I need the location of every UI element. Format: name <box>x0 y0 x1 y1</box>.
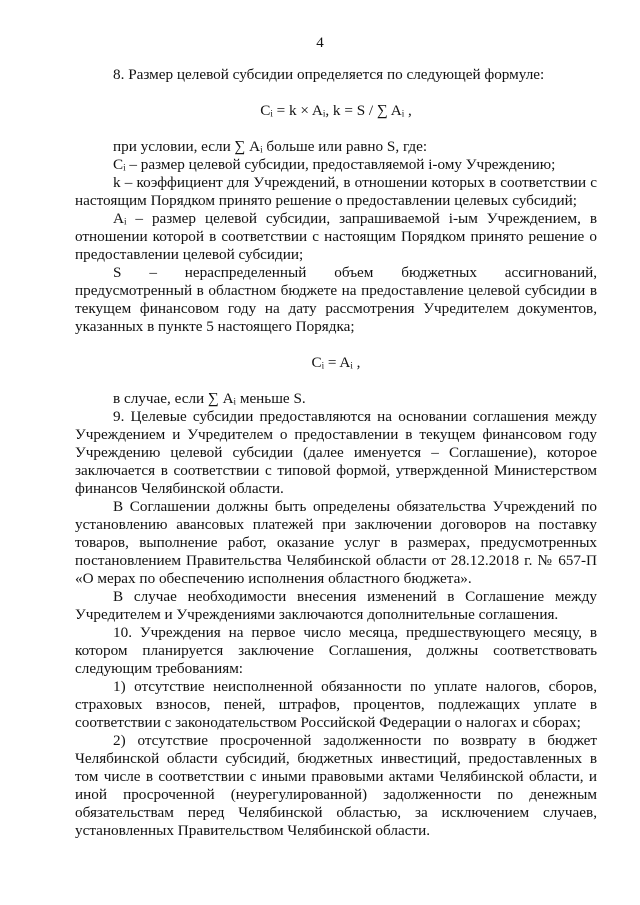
formula-subsidy-proportional: Cᵢ = k × Aᵢ, k = S / ∑ Aᵢ , <box>260 102 412 119</box>
requirement-1: 1) отсутствие неисполненной обязанности по уплате налогов, сборов, страховых взносов, пеней, штрафов, процентов, подлежащих уплате в соответствии с законодательством Российской Федерации о налогах и сборах; <box>75 678 597 731</box>
condition-less-text: в случае, если ∑ Aᵢ меньше S. <box>113 390 306 407</box>
paragraph-9: 9. Целевые субсидии предоставляются на основании соглашения между Учреждением и Учредителем о предоставлении в текущем финансовом году Учреждению целевой субсидии (далее именуется – Соглашение), которое заключается в соответствии с типовой формой, утвержденной Министерством финансов Челябинской области. <box>75 408 597 497</box>
definition-ci: Cᵢ – размер целевой субсидии, предоставляемой i-ому Учреждению; <box>113 156 556 173</box>
paragraph-8: 8. Размер целевой субсидии определяется по следующей формуле: <box>113 66 545 83</box>
document-body <box>75 66 597 840</box>
agreement-obligations: В Соглашении должны быть определены обязательства Учреждений по установлению авансовых платежей при заключении договоров на поставку товаров, выполнение работ, оказание услуг в размерах, предусмотренных постановлением Правительства Челябинской области от 28.12.2018 г. № 657-П «О мерах по обеспечению исполнения областного бюджета». <box>75 498 597 587</box>
page-number: 4 <box>316 35 324 51</box>
definition-s: S – нераспределенный объем бюджетных ассигнований, предусмотренный в областном бюджете на предоставление целевой субсидии в текущем финансовом году на дату рассмотрения Учредителем документов, указанных в пункте 5 настоящего Порядка; <box>75 264 597 335</box>
condition-text: при условии, если ∑ Aᵢ больше или равно S, где: <box>113 138 428 155</box>
definition-k: k – коэффициент для Учреждений, в отношении которых в соответствии с настоящим Порядком принято решение о предоставлении целевых субсидий; <box>75 174 597 209</box>
definition-ai: Aᵢ – размер целевой субсидии, запрашиваемой i-ым Учреждением, в отношении которой в соответствии с настоящим Порядком принято решение о предоставлении целевой субсидии; <box>75 210 597 263</box>
formula-subsidy-full: Cᵢ = Aᵢ , <box>311 354 361 371</box>
requirement-2: 2) отсутствие просроченной задолженности по возврату в бюджет Челябинской области субсидий, бюджетных инвестиций, предоставленных в том числе в соответствии с иными правовыми актами Челябинской области, и иной просроченной (неурегулированной) задолженности по денежным обязательствам перед Челябинской областью, за исключением случаев, установленных Правительством Челябинской области. <box>75 732 597 839</box>
paragraph-10: 10. Учреждения на первое число месяца, предшествующего месяцу, в котором планируется заключение Соглашения, должны соответствовать следующим требованиям: <box>75 624 597 677</box>
agreement-amendments: В случае необходимости внесения изменений в Соглашение между Учредителем и Учреждениями заключаются дополнительные соглашения. <box>75 588 597 623</box>
